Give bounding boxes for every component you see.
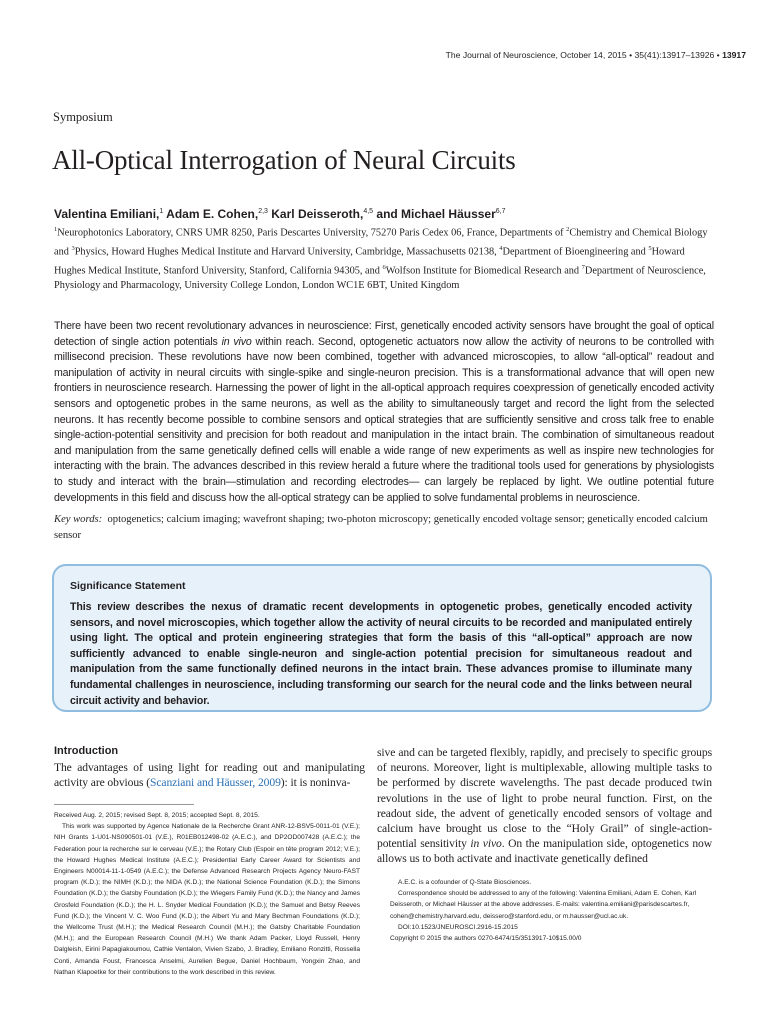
affiliation-1: Neurophotonics Laboratory, CNRS UMR 8250, Paris Descartes University, 75270 Paris Cedex 06, France, Departments of (57, 227, 567, 239)
significance-text: This review describes the nexus of dramatic recent developments in optogenetic probes, genetically encoded activity sensors, and novel microscopies, which together allow the activity of neural circuits to be recorded and manipulated entirely using light. The optical and protein engineering strategies that form the basis of this “all-optical” approach are now sufficiently advanced to enable single-neuron and single-action potential precision for simultaneous readout and manipulation from the same functionally defined neurons in the intact brain. These advances promise to illuminate many fundamental challenges in neuroscience, including transforming our search for the neural code and the links between neural circuit activity and behavior. (70, 601, 692, 707)
introduction-column-1: The advantages of using light for reading out and manipulating activity are obvious (Scanziani and Häusser, 2009): it is noninva- (54, 761, 365, 790)
author-affiliation-mark: 4,5 (363, 208, 374, 215)
author-affiliation-mark: 6,7 (495, 208, 506, 215)
affiliation-4: Department of Bioengineering and (502, 246, 649, 258)
introduction-column-2: sive and can be targeted flexibly, rapidly, and precisely to specific groups of neurons. Moreover, light is multiplexable, allowing multiple tasks to be performed by discrete wavelengths. The past decade produced twin revolutions in the use of light to probe neural function. First, on the readout side, the advent of genetically encoded sensors of voltage and calcium have brought us close to the “Holy Grail” of single-action-potential sensitivity in vivo. On the manipulation side, optogenetics now allows us to both activate and inactivate genetically defined (377, 746, 712, 866)
author-name: and Michael Häusser (376, 207, 496, 221)
correspondence-emails[interactable]: valentina.emiliani@parisdescartes.fr, cohen@chemistry.harvard.edu, deissero@stanford.edu, or m.hausser@ucl.ac.uk. (390, 901, 690, 920)
keywords-text: optogenetics; calcium imaging; wavefront shaping; two-photon microscopy; genetically encoded voltage sensor; genetically encoded calcium sensor (54, 514, 708, 541)
funding-acknowledgments: This work was supported by Agence Nationale de la Recherche Grant ANR-12-BSV5-0011-01 (V.E.); NIH Grants 1-U01-NS090501-01 (V.E.), R01EB012498-02 (A.E.C.), and DP2OD007428 (A.E.C.); the Federation pour la recherche sur le cerveau (V.E.); the Rotary Club (Espoir en tête program 2012; V.E.); the Howard Hughes Medical Institute (A.E.C.); Presidential Early Career Award for Scientists and Engineers N00014-11-1-0549 (A.E.C.); the Defense Advanced Research Projects Agency Neuro-FAST program (K.D.); the NIMH (K.D.); the NIDA (K.D.); the National Science Foundation (K.D.); the Simons Foundation (K.D.); the Gatsby Foundation (K.D.); the Wiegers Family Fund (K.D.); the Nancy and James Grosfeld Foundation (K.D.); the H. L. Snyder Medical Foundation (K.D.); the Samuel and Betsy Reeves Fund (K.D.); the Vincent V. C. Woo Fund (K.D.); the Albert Yu and Mary Bechman Foundations (K.D.); the Wellcome Trust (M.H.); the Medical Research Council (M.H.); the Gatsby Charitable Foundation (M.H.); and the European Research Council (M.H.) We thank Adam Packer, Lloyd Russell, Henry Dalgleish, Eirini Papagiakoumou, Cathie Ventalon, Vivien Szabo, J. Bradley, Emiliano Ronzitti, Rossella Conti, Amanda Foust, Francesca Anselmi, Aurelien Begue, Daniel Hochbaum, Yongxin Zhao, and Nathan Klapoetke for their contributions to the work described in this review. (54, 823, 360, 976)
affiliation-6: Wolfson Institute for Biomedical Research and (385, 265, 582, 277)
footnotes-left (54, 810, 360, 978)
section-label: Symposium (53, 110, 113, 124)
doi[interactable]: DOI:10.1523/JNEUROSCI.2916-15.2015 (398, 923, 518, 931)
affiliation-3: Physics, Howard Hughes Medical Institute and Harvard University, Cambridge, Massachusetts 02138, (74, 246, 500, 258)
author-affiliation-mark: 2,3 (258, 208, 268, 215)
footnote-divider (54, 804, 194, 805)
significance-statement-box (52, 564, 712, 712)
author-name: Valentina Emiliani, (54, 207, 160, 221)
page-number: 13917 (722, 50, 746, 60)
affiliation-2: Chemistry and Chemical Biology and (54, 227, 708, 258)
affiliations: $^1$Neurophotonics Laboratory, CNRS UMR 8250, Paris Descartes University, 75270 Paris Cedex 06, France, Departments of $^2$Chemistry and Chemical Biology and $^3$Physics, Howard Hughes Medical Institute and Harvard University, Cambridge, Massachusetts 02138, $^4$Department of Bioengineering and $^5$Howard Hughes Medical Institute, Stanford University, Stanford, California 94305, and $^6$Wolfson Institute for Biomedical Research and $^7$Department of Neuroscience, Physiology and Pharmacology, University College London, London WC1E 6BT, United Kingdom (54, 226, 708, 292)
received-dates: Received Aug. 2, 2015; revised Sept. 8, 2015; accepted Sept. 8, 2015. (54, 812, 260, 819)
journal-citation: The Journal of Neuroscience, October 14, 2015 • 35(41):13917–13926 • (445, 50, 723, 60)
correspondence: Correspondence should be addressed to any of the following: Valentina Emiliani, Adam E. Cohen, Karl Deisseroth, or Michael Häusser at the above addresses. E-mails: valentina.emiliani@parisdescartes.fr, cohen@chemistry.harvard.edu, deissero@stanford.edu, or m.hausser@ucl.ac.uk. (390, 890, 697, 920)
citation-link[interactable]: Scanziani and Häusser, 2009 (150, 776, 281, 790)
keywords-label: Key words: (54, 514, 103, 525)
keywords (54, 512, 714, 543)
copyright: Copyright © 2015 the authors 0270-6474/15/3513917-10$15.00/0 (390, 935, 582, 943)
conflict-statement: A.E.C. is a cofounder of Q-State Biosciences. (398, 879, 532, 886)
article-title: All-Optical Interrogation of Neural Circuits (52, 145, 516, 175)
footnotes-right (390, 877, 712, 944)
author-list (54, 207, 506, 221)
journal-header (446, 50, 746, 60)
affiliation-7: Department of Neuroscience, Physiology and Pharmacology, University College London, London WC1E 6BT, United Kingdom (54, 265, 706, 292)
author-name: Adam E. Cohen, (166, 207, 259, 221)
author-affiliation-mark: 1 (159, 208, 164, 215)
introduction-heading: Introduction (54, 745, 119, 757)
affiliation-5: Howard Hughes Medical Institute, Stanford University, Stanford, California 94305, and (54, 246, 685, 277)
abstract: There have been two recent revolutionary advances in neuroscience: First, genetically encoded activity sensors have brought the goal of optical detection of single action potentials in vivo within reach. Second, optogenetic actuators now allow the activity of neurons to be controlled with millisecond precision. These revolutions have now been combined, together with advanced microscopies, to allow “all-optical” readout and manipulation of activity in neural circuits with single-spike and single-neuron precision. This is a transformational advance that will open new frontiers in neuroscience research. Harnessing the power of light in the all-optical approach requires coexpression of genetically encoded activity sensors and optogenetic probes in the same neurons, as well as the ability to simultaneously target and record the light from the selected neurons. It has recently become possible to combine sensors and optical strategies that are sufficiently sensitive and cross talk free to enable single-action-potential sensitivity and precision for both readout and manipulation in the intact brain. The combination of simultaneous readout and manipulation from the same genetically defined cells will enable a wide range of new experiments as well as inspire new technologies for interacting with the brain. The advances described in this review herald a future where the traditional tools used for generations by physiologists to study and interact with the brain—stimulation and recording electrodes— can largely be replaced by light. We outline potential future developments in this field and discuss how the all-optical strategy can be applied to solve fundamental problems in neuroscience. (54, 320, 714, 504)
significance-title: Significance Statement (70, 580, 186, 592)
author-name: Karl Deisseroth, (271, 207, 364, 221)
